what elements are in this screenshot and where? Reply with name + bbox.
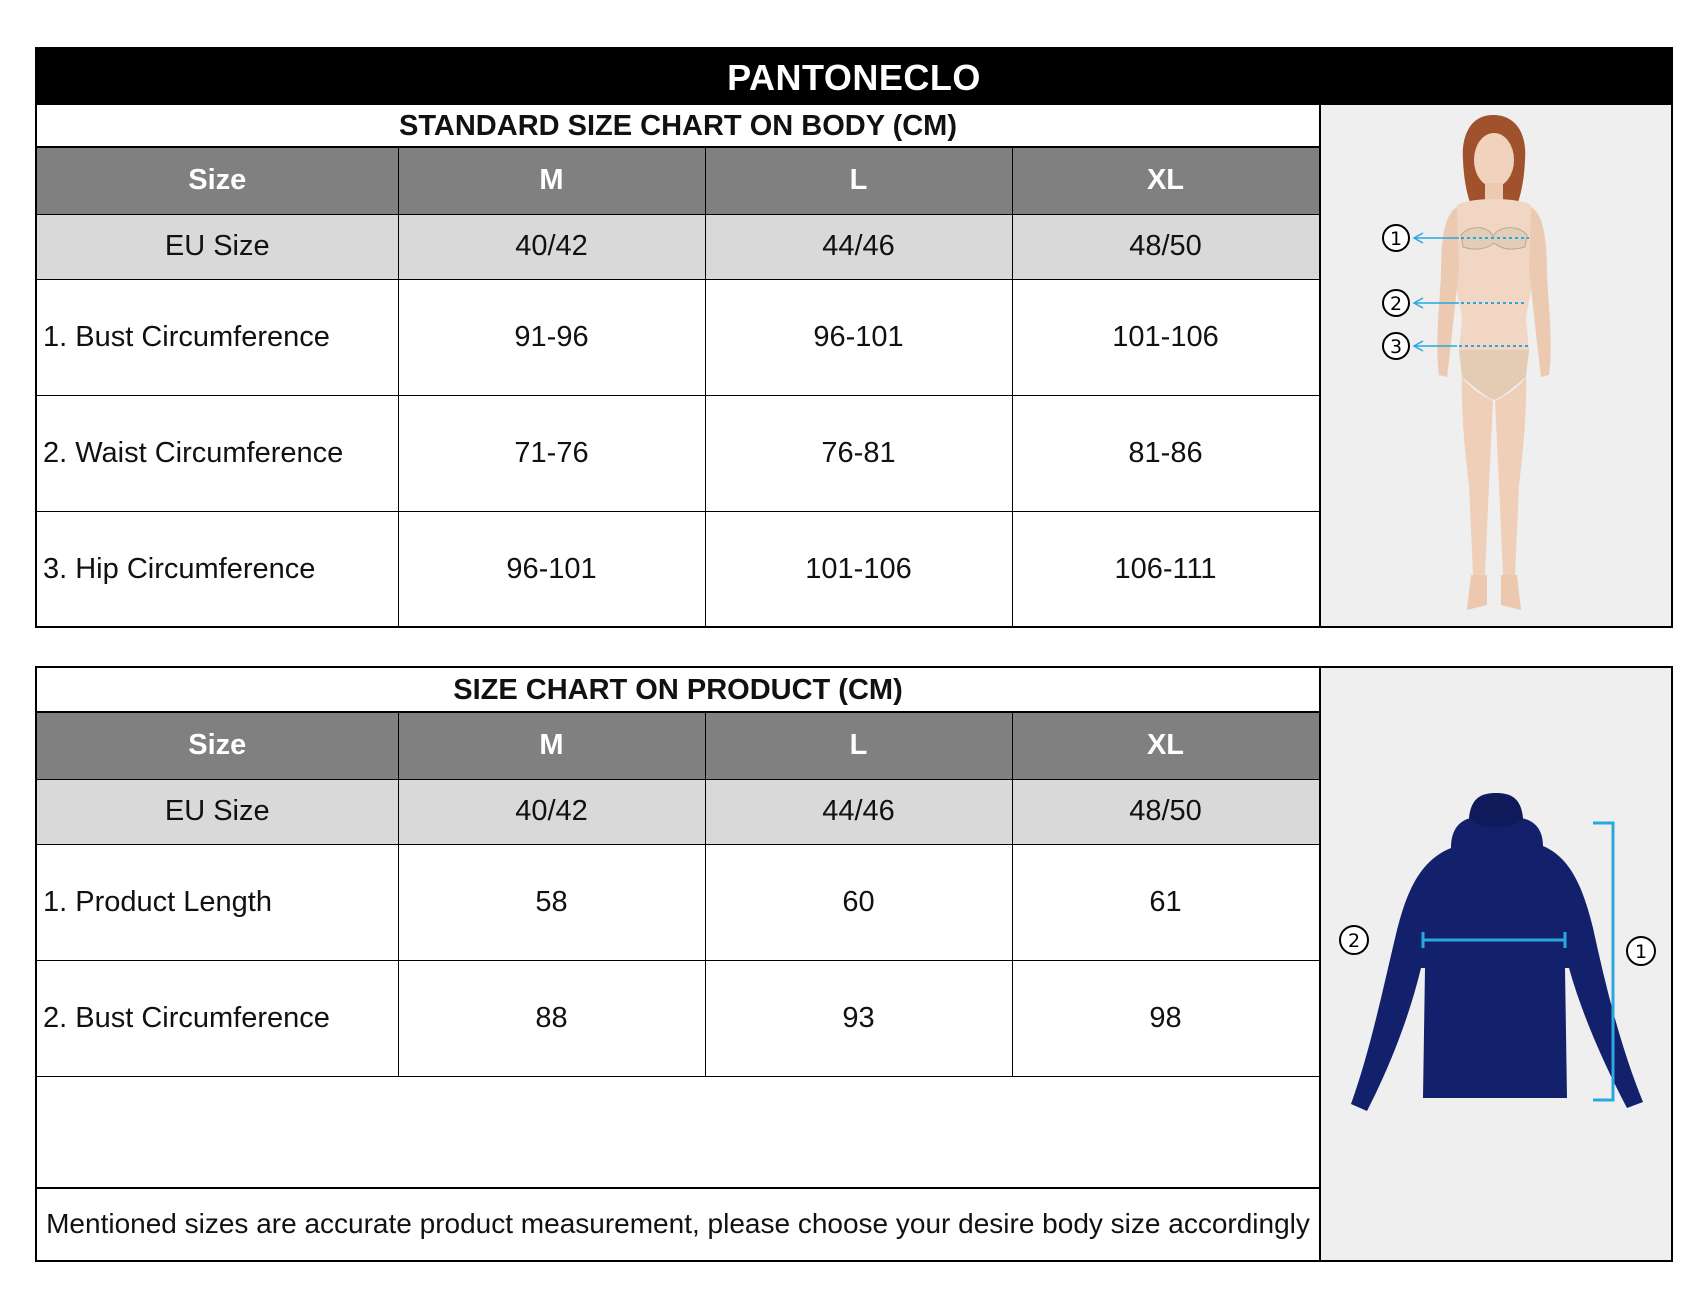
product-image-panel [1319, 668, 1671, 1260]
table-cell: 44/46 [705, 779, 1012, 844]
marker-2 [1383, 290, 1409, 316]
table-row [37, 511, 1319, 627]
table-row [37, 844, 1319, 960]
empty-row [37, 1127, 1319, 1187]
row-label: EU Size [37, 779, 398, 844]
table-cell: 60 [705, 844, 1012, 960]
table-cell: 48/50 [1012, 779, 1319, 844]
table-cell: 71-76 [398, 395, 705, 511]
svg-text:1: 1 [1634, 941, 1648, 963]
marker-1 [1627, 937, 1655, 965]
row-label: EU Size [37, 214, 398, 279]
table-cell: 101-106 [1012, 279, 1319, 395]
body-size-table [37, 148, 1320, 628]
table-header-row [37, 713, 1319, 779]
header-cell: Size [37, 148, 398, 214]
eu-size-row [37, 779, 1319, 844]
marker-1 [1383, 225, 1409, 251]
row-label: 2. Bust Circumference [37, 960, 398, 1076]
table-cell: 88 [398, 960, 705, 1076]
row-label: 1. Bust Circumference [37, 279, 398, 395]
table-cell: 93 [705, 960, 1012, 1076]
model-figure-icon [1321, 105, 1671, 626]
table-cell: 58 [398, 844, 705, 960]
header-cell: Size [37, 713, 398, 779]
table-cell: 40/42 [398, 779, 705, 844]
row-label: 2. Waist Circumference [37, 395, 398, 511]
row-label: 1. Product Length [37, 844, 398, 960]
product-size-table [37, 713, 1320, 1077]
table-cell: 61 [1012, 844, 1319, 960]
product-chart-title: SIZE CHART ON PRODUCT (CM) [37, 668, 1319, 713]
table-cell: 101-106 [705, 511, 1012, 627]
row-label: 3. Hip Circumference [37, 511, 398, 627]
table-cell: 96-101 [398, 511, 705, 627]
body-size-chart [35, 47, 1673, 628]
table-row [37, 960, 1319, 1076]
table-cell: 96-101 [705, 279, 1012, 395]
header-cell: XL [1012, 713, 1319, 779]
table-row [37, 279, 1319, 395]
svg-text:3: 3 [1389, 336, 1403, 358]
header-cell: M [398, 148, 705, 214]
svg-text:2: 2 [1347, 930, 1361, 952]
brand-title: PANTONECLO [37, 49, 1671, 105]
sweater-icon [1321, 668, 1671, 1260]
model-image-panel [1319, 105, 1671, 626]
header-cell: L [705, 148, 1012, 214]
table-header-row [37, 148, 1319, 214]
table-cell: 40/42 [398, 214, 705, 279]
table-cell: 44/46 [705, 214, 1012, 279]
table-cell: 76-81 [705, 395, 1012, 511]
table-cell: 81-86 [1012, 395, 1319, 511]
eu-size-row [37, 214, 1319, 279]
header-cell: XL [1012, 148, 1319, 214]
table-cell: 48/50 [1012, 214, 1319, 279]
table-cell: 98 [1012, 960, 1319, 1076]
table-cell: 106-111 [1012, 511, 1319, 627]
marker-2 [1340, 926, 1368, 954]
svg-text:2: 2 [1389, 293, 1403, 315]
sizing-note: Mentioned sizes are accurate product measurement, please choose your desire body size accordingly [37, 1187, 1319, 1259]
header-cell: M [398, 713, 705, 779]
product-size-chart [35, 666, 1673, 1262]
body-chart-title: STANDARD SIZE CHART ON BODY (CM) [37, 105, 1319, 148]
svg-text:1: 1 [1389, 228, 1403, 250]
marker-3 [1383, 333, 1409, 359]
table-row [37, 395, 1319, 511]
header-cell: L [705, 713, 1012, 779]
table-cell: 91-96 [398, 279, 705, 395]
